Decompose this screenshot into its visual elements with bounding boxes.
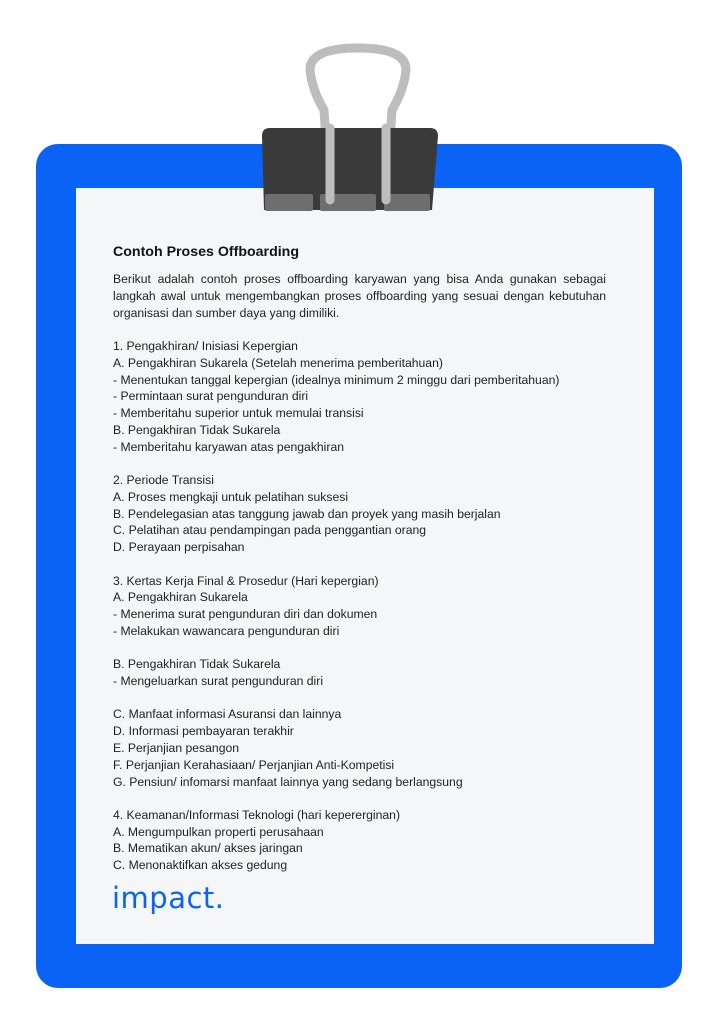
list-item: A. Proses mengkaji untuk pelatihan suksesi (113, 489, 349, 504)
section-involuntary (113, 656, 606, 690)
list-item: B. Pendelegasian atas tanggung jawab dan proyek yang masih berjalan (113, 506, 501, 521)
section-transition (113, 472, 606, 556)
document-content (113, 243, 606, 891)
list-item: E. Perjanjian pesangon (113, 740, 240, 755)
list-item: - Permintaan surat pengunduran diri (113, 389, 309, 404)
list-item: B. Mematikan akun/ akses jaringan (113, 841, 303, 856)
list-item: A. Pengakhiran Sukarela (Setelah menerima pemberitahuan) (113, 355, 443, 370)
list-item: - Menerima surat pengunduran diri dan dokumen (113, 607, 378, 622)
document-title: Contoh Proses Offboarding (113, 244, 300, 260)
list-item: - Memberitahu karyawan atas pengakhiran (113, 439, 345, 454)
impact-logo: impact. (112, 881, 225, 915)
list-item: B. Pengakhiran Tidak Sukarela (113, 657, 281, 672)
list-item: C. Manfaat informasi Asuransi dan lainnya (113, 707, 342, 722)
list-item: C. Pelatihan atau pendampingan pada penggantian orang (113, 523, 427, 538)
section-benefits (113, 706, 606, 790)
list-item: F. Perjanjian Kerahasiaan/ Perjanjian Anti-Kompetisi (113, 757, 395, 772)
section-security-it (113, 807, 606, 874)
list-item: 3. Kertas Kerja Final & Prosedur (Hari kepergian) (113, 573, 379, 588)
section-final-paperwork (113, 573, 606, 640)
list-item: D. Perayaan perpisahan (113, 540, 245, 555)
list-item: G. Pensiun/ infomarsi manfaat lainnya yang sedang berlangsung (113, 774, 463, 789)
list-item: - Melakukan wawancara pengunduran diri (113, 623, 340, 638)
list-item: - Mengeluarkan surat pengunduran diri (113, 674, 324, 689)
list-item: D. Informasi pembayaran terakhir (113, 724, 294, 739)
list-item: 1. Pengakhiran/ Inisiasi Kepergian (113, 339, 298, 353)
section-termination (113, 338, 606, 456)
list-item: B. Pengakhiran Tidak Sukarela (113, 422, 281, 437)
list-item: A. Pengakhiran Sukarela (113, 590, 248, 605)
list-item: - Memberitahu superior untuk memulai transisi (113, 406, 364, 421)
list-item: - Menentukan tanggal kepergian (idealnya minimum 2 minggu dari pemberitahuan) (113, 372, 560, 387)
list-item: A. Mengumpulkan properti perusahaan (113, 824, 324, 839)
document-intro: Berikut adalah contoh proses offboarding karyawan yang bisa Anda gunakan sebagai langkah awal untuk mengembangkan proses offboarding yang sesuai dengan kebutuhan organisasi dan sumber daya yang dimiliki. (113, 272, 606, 320)
list-item: 4. Keamanan/Informasi Teknologi (hari kepererginan) (113, 807, 401, 822)
list-item: 2. Periode Transisi (113, 473, 214, 488)
list-item: C. Menonaktifkan akses gedung (113, 858, 288, 873)
